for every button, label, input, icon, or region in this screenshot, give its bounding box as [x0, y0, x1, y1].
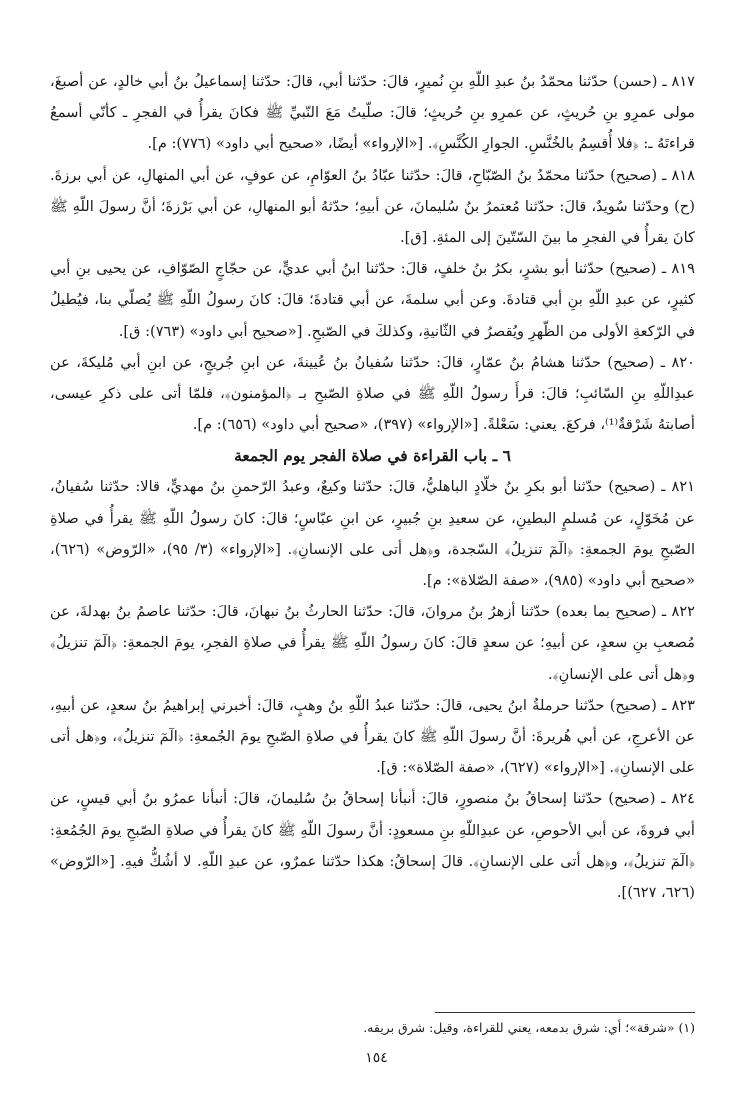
footnote-divider: [435, 1012, 695, 1013]
hadith-818: ٨١٨ ـ (صحيح) حدّثنا محمّدُ بنُ الصّبّاحِ، قالَ: حدّثنا عبّادُ بنُ العوّامِ، عن عوفٍ، عن أبي المنهالِ، عن أبي برزةَ. (ح) وحدّثنا سُويدٌ، قالَ: حدّثنا مُعتمرُ بنُ سُليمانَ، عن أبيهِ؛ حدّثهُ أبو المنهالِ، عن أبي بَرْزةَ؛ أنَّ رسولَ اللّهِ ﷺ كانَ يقرأُ في الفجرِ ما بينَ السّتّينَ إلى المئةِ. [ق].: [50, 166, 695, 247]
hadith-820: ٨٢٠ ـ (صحيح) حدّثنا هشامُ بنُ عمّارٍ، قالَ: حدّثنا سُفيانُ بنُ عُيينةَ، عن ابنِ جُريجٍ، عن ابنِ أبي مُليكةَ، عن عبدِاللّهِ بنِ السّائبِ؛ قالَ: قرأَ رسولُ اللّهِ ﷺ في صلاةِ الصّبحِ بـ ﴿المؤمنون﴾، فلمّا أتى على ذكرِ عيسى، أصابتهُ شَرْقةٌ⁽¹⁾، فركعَ. يعني: سَعْلةً. [«الإرواء» (٣٩٧)، «صحيح أبي داود» (٦٥٦): م].: [50, 353, 696, 434]
hadith-821: ٨٢١ ـ (صحيح) حدّثنا أبو بكرِ بنُ خلّادٍ الباهليُّ، قالَ: حدّثنا وكيعٌ، وعبدُ الرّحمنِ بنُ مهديٍّ، قالا: حدّثنا سُفيانُ، عن مُخَوّلٍ، عن مُسلمٍ البطينِ، عن سعيدِ بنِ جُبيرٍ، عن ابنِ عبّاسٍ؛ قالَ: كانَ رسولُ اللّهِ ﷺ يقرأُ في صلاةِ الصّبحِ يومَ الجمعةِ: ﴿الٓمٓ تنزيلُ﴾ السّجدة، و﴿هل أتى على الإنسانِ﴾. [«الإرواء» (٣/ ٩٥)، «الرّوض» (٦٢٦)، «صحيح أبي داود» (٩٨٥)، «صفة الصّلاة»: م].: [50, 478, 695, 590]
hadith-819: ٨١٩ ـ (صحيح) حدّثنا أبو بشرٍ، بكرُ بنُ خلفٍ، قالَ: حدّثنا ابنُ أبي عديٍّ، عن حجّاجٍ الصّوّافِ، عن يحيى بنِ أبي كثيرٍ، عن عبدِ اللّهِ بنِ أبي قتادةَ. وعن أبي سلمةَ، عن أبي قتادةَ؛ قالَ: كانَ رسولُ اللّهِ ﷺ يُصلّي بنا، فيُطيلُ في الرّكعةِ الأولى من الظّهرِ ويُقصرُ في الثّانيةِ، وكذلكَ في الصّبحِ. [«صحيح أبي داود» (٧٦٣): ق].: [50, 260, 695, 340]
hadith-817: ٨١٧ ـ (حسن) حدّثنا محمّدُ بنُ عبدِ اللّهِ بنِ نُميرٍ، قالَ: حدّثنا أبي، قالَ: حدّثنا إسماعيلُ بنُ أبي خالدٍ، عن أصبغَ، مولى عمرِو بنِ حُريثٍ، عن عمرِو بنِ حُريثٍ؛ قالَ: صلّيتُ مَعَ النّبيِّ ﷺ فكانَ يقرأُ في الفجرِ ـ كأنّي أسمعُ قراءتَهُ ـ: ﴿فلا أُقسِمُ بالخُنَّسِ. الجوارِ الكُنَّسِ﴾. [«الإرواء» أيضًا، «صحيح أبي داود» (٧٧٦): م].: [50, 73, 695, 153]
hadith-824: ٨٢٤ ـ (صحيح) حدّثنا إسحاقُ بنُ منصورٍ، قالَ: أنبأنا إسحاقُ بنُ سُليمانَ، قالَ: أنبأنا عمرُو بنُ أبي قيسٍ، عن أبي فروةَ، عن أبي الأحوصِ، عن عبدِاللّهِ بنِ مسعودٍ: أنَّ رسولَ اللّهِ ﷺ كانَ يقرأُ في صلاةِ الصّبحِ يومَ الجُمُعةِ: ﴿الٓمٓ تنزيلُ﴾، و﴿هل أتى على الإنسانِ﴾. قالَ إسحاقُ: هكذا حدّثنا عمرٌو، عن عبدِ اللّهِ. لا أشُكُّ فيهِ. [«الرّوض» (٦٢٦، ٦٢٧)].: [50, 790, 695, 902]
footnote: (١) «شرقة»؛ أي: شرق بدمعه، يعني للقراءة، وقيل: شرق بريقه.: [363, 1020, 695, 1035]
chapter-heading: ٦ ـ باب القراءة في صلاة الفجر يوم الجمعة: [234, 446, 511, 466]
page-number: ١٥٤: [365, 1050, 388, 1066]
hadith-823: ٨٢٣ ـ (صحيح) حدّثنا حرملةُ ابنُ يحيى، قالَ: حدّثنا عبدُ اللّهِ بنُ وهبٍ، قالَ: أخبرني إبراهيمُ بنُ سعدٍ، عن أبيهِ، عن الأعرجِ، عن أبي هُريرةَ: أنَّ رسولَ اللّهِ ﷺ كانَ يقرأُ في صلاةِ الصّبحِ يومَ الجُمعةِ: ﴿الٓمٓ تنزيلُ﴾، و﴿هل أتى على الإنسانِ﴾. [«الإرواء» (٦٢٧)، «صفة الصّلاة»: ق].: [50, 696, 695, 777]
hadith-822: ٨٢٢ ـ (صحيح بما بعده) حدّثنا أزهرُ بنُ مروانَ، قالَ: حدّثنا الحارثُ بنُ نبهانَ، قالَ: حدّثنا عاصمُ بنُ بهدلةَ، عن مُصعبِ بنِ سعدٍ، عن أبيهِ؛ عن سعدٍ قالَ: كانَ رسولُ اللّهِ ﷺ يقرأُ في صلاةِ الفجرِ، يومَ الجمعةِ: ﴿الٓمٓ تنزيلُ﴾ و﴿هل أتى على الإنسانِ﴾.: [50, 603, 695, 683]
